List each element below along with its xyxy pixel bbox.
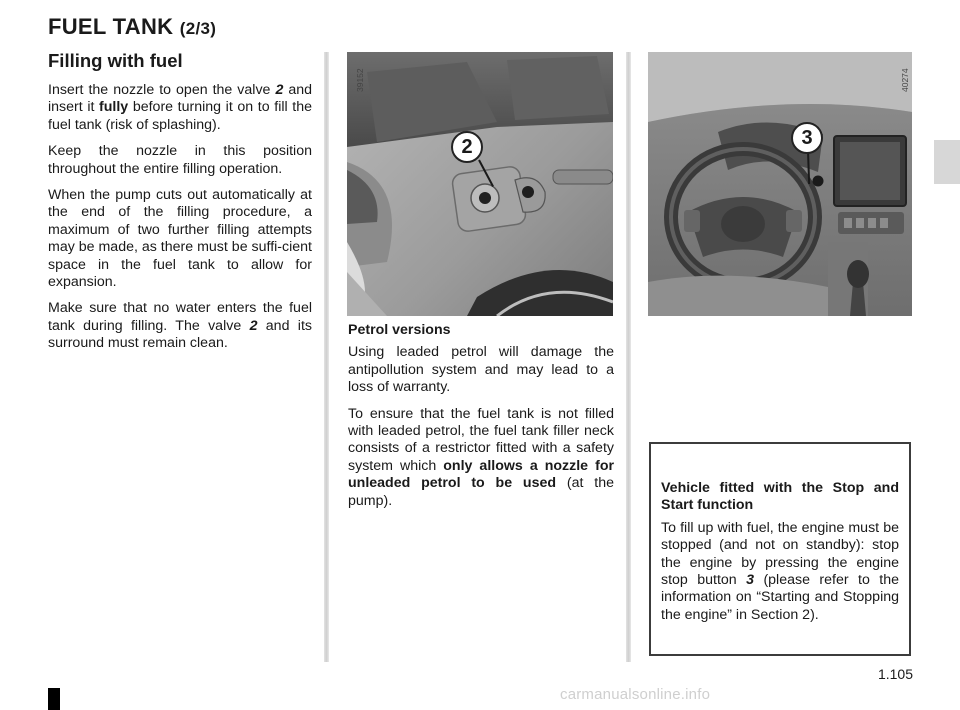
- title-part-indicator: (2/3): [179, 19, 217, 38]
- paragraph-leaded-petrol: Using leaded petrol will damage the antipollution system and may lead to a loss of warranty.: [348, 344, 614, 396]
- title-text: FUEL TANK: [48, 14, 174, 39]
- note-heading: Vehicle fitted with the Stop and Start function: [661, 480, 899, 514]
- heading-petrol-versions: Petrol versions: [348, 322, 451, 338]
- figure-id-39152: 39152: [355, 68, 365, 92]
- callout-2: 2: [451, 131, 483, 163]
- fuel-flap-drawing: [347, 52, 613, 316]
- callout-3: 3: [791, 122, 823, 154]
- paragraph-insert-nozzle: Insert the nozzle to open the valve 2 and insert it fully before turning it on to fill the fuel tank (risk of splashing).: [48, 82, 312, 133]
- note-body: To fill up with fuel, the engine must be stopped (and not on standby): stop the engine by pressing the engine stop button 3 (please refer to the information on “Starting and Stopping the engine” in Section 2).: [661, 519, 899, 623]
- column-divider-right: [626, 52, 631, 662]
- section-thumb-tab: [934, 140, 960, 184]
- middle-column: [348, 322, 614, 519]
- paragraph-keep-nozzle: Keep the nozzle in this position throughout the entire filling operation.: [48, 143, 312, 177]
- paragraph-pump-cutout: When the pump cuts out automatically at the end of the filling procedure, a maximum of two further filling attempts may be made, as there must be suffi-cient space in the fuel tank to allow for expansion.: [48, 187, 312, 291]
- left-column: [48, 50, 312, 362]
- ref-number-2: 2: [275, 82, 284, 98]
- ref-number-3: 3: [746, 572, 755, 589]
- note-content: [661, 480, 899, 632]
- footer-watermark: carmanualsonline.info: [560, 686, 711, 703]
- stop-start-note-box: [649, 442, 911, 656]
- paragraph-no-water: Make sure that no water enters the fuel tank during filling. The valve 2 and its surround must remain clean.: [48, 300, 312, 352]
- figure-id-40274: 40274: [900, 68, 910, 92]
- dashboard-illustration: [648, 52, 912, 316]
- column-divider-left: [324, 52, 329, 662]
- section-heading-filling: Filling with fuel: [48, 50, 183, 71]
- page-title: [48, 14, 216, 40]
- ref-number-2: 2: [249, 317, 258, 334]
- dashboard-drawing: [648, 52, 912, 316]
- corner-registration-mark: [48, 688, 60, 710]
- fuel-flap-illustration: [347, 52, 613, 316]
- page-number: 1.105: [877, 666, 913, 682]
- paragraph-restrictor: To ensure that the fuel tank is not filled with leaded petrol, the fuel tank filler neck consists of a restrictor fitted with a safety system which only allows a nozzle for unleaded petrol to be used (at the pump).: [348, 405, 615, 509]
